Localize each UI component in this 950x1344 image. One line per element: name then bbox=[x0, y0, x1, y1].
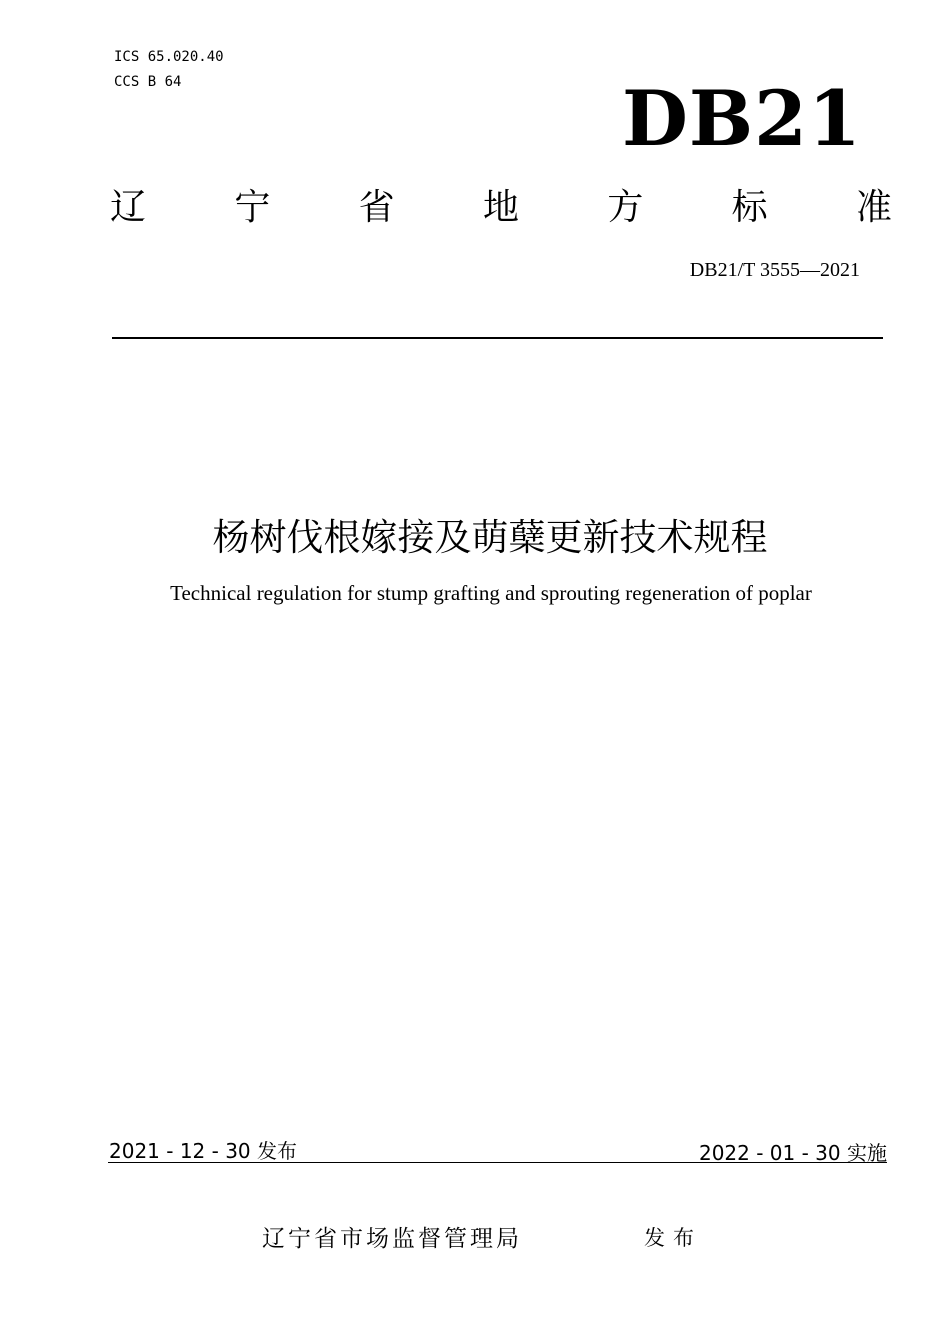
issuing-authority: 辽宁省市场监督管理局 bbox=[262, 1226, 522, 1252]
header-divider bbox=[112, 337, 883, 339]
standard-type-char: 准 bbox=[855, 187, 892, 228]
standard-number: DB21/T 3555—2021 bbox=[689, 259, 860, 281]
standard-type-char: 地 bbox=[482, 187, 519, 228]
footer-divider bbox=[108, 1162, 887, 1163]
standard-type-char: 辽 bbox=[110, 187, 147, 228]
standard-type-heading bbox=[110, 186, 892, 230]
implementation-date: 2022 - 01 - 30 实施 bbox=[698, 1141, 887, 1165]
standard-type-char: 宁 bbox=[234, 187, 271, 228]
publish-label: 发布 bbox=[644, 1226, 702, 1250]
standard-type-char: 标 bbox=[731, 187, 768, 228]
ccs-code: CCS B 64 bbox=[114, 74, 182, 90]
standard-type-char: 省 bbox=[358, 187, 395, 228]
issue-date: 2021 - 12 - 30 发布 bbox=[109, 1139, 298, 1163]
ics-code: ICS 65.020.40 bbox=[114, 49, 224, 65]
document-title-chinese: 杨树伐根嫁接及萌蘖更新技术规程 bbox=[212, 516, 768, 559]
document-title-english: Technical regulation for stump grafting and sprouting regeneration of poplar bbox=[170, 581, 812, 605]
standard-type-char: 方 bbox=[607, 187, 644, 228]
standard-mark: DB21 bbox=[622, 74, 862, 163]
